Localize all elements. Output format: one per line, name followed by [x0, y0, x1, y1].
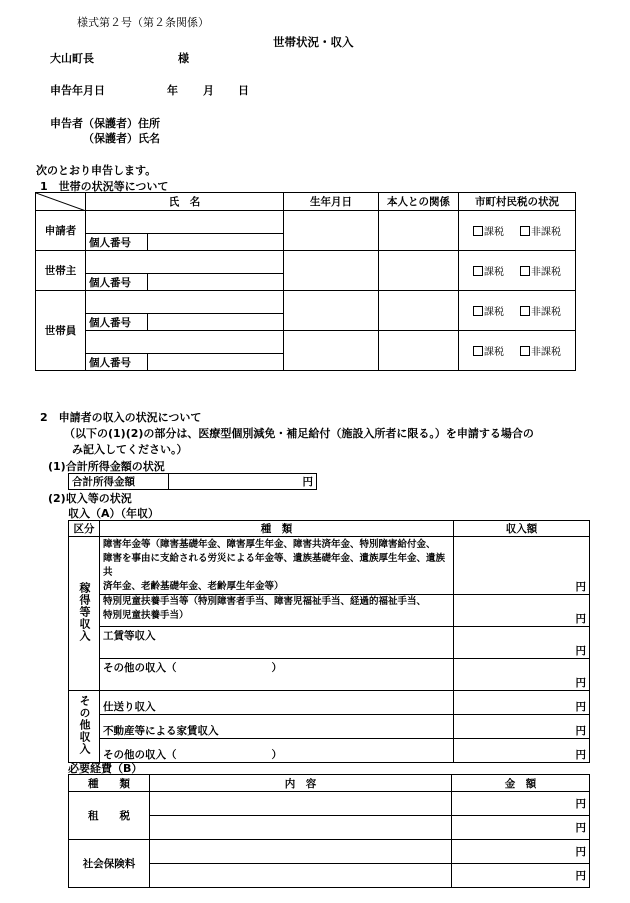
date-label: 申告年月日 [50, 84, 105, 97]
pension-type [100, 537, 454, 595]
child-allowance-line2: 特別児童扶養手当） [103, 610, 189, 621]
head-tax-status [459, 251, 576, 291]
child-allowance-amount-field[interactable] [454, 595, 590, 627]
member2-relation-field[interactable] [379, 331, 459, 371]
head-relation-field[interactable] [379, 251, 459, 291]
untaxed-checkbox[interactable] [520, 346, 530, 356]
income-table [68, 520, 590, 763]
pension-line2: 障害を事由に支給される労災による年金等、遺族基礎年金、遺族厚生年金、遺族共 [103, 553, 446, 578]
section1-heading: 1 世帯の状況等について [40, 180, 169, 193]
wages-type: 工賃等収入 [100, 627, 454, 659]
yen-unit: 円 [575, 822, 586, 834]
untaxed-label: 非課税 [530, 227, 561, 238]
date-year-unit: 年 [167, 84, 178, 97]
personal-number-label: 個人番号 [86, 314, 148, 331]
pension-line1: 障害年金等（障害基礎年金、障害厚生年金、障害共済年金、特別障害給付金、 [103, 539, 436, 550]
diagonal-line [36, 193, 85, 211]
applicant-birth-field[interactable] [284, 211, 379, 251]
sub2-heading: (2)収入等の状況 [48, 492, 132, 505]
form-number: 様式第２号（第２条関係） [77, 16, 209, 29]
header-diagonal-cell [36, 193, 86, 211]
child-allowance-line1: 特別児童扶養手当等（特別障害者手当、障害児福祉手当、経過的福祉手当、 [103, 596, 427, 607]
personal-number-label: 個人番号 [86, 234, 148, 251]
other-income-amount-field[interactable] [454, 739, 590, 763]
section2-heading: 2 申請者の収入の状況について [40, 411, 202, 424]
header-amount: 収入額 [454, 521, 590, 537]
applicant-personal-number-field[interactable] [148, 234, 284, 251]
declarant-address-label: （保護者）住所 [83, 117, 160, 130]
exp-header-type: 種 類 [69, 775, 150, 792]
other-income-label: その他収入 [78, 695, 91, 755]
page-title: 世帯状況・収入 [273, 35, 354, 49]
taxed-label: 課税 [484, 307, 505, 318]
expenses-b-heading: 必要経費（B） [68, 762, 143, 775]
member2-tax-status [459, 331, 576, 371]
member1-name-field[interactable] [86, 291, 284, 314]
taxed-checkbox[interactable] [473, 226, 483, 236]
taxed-label: 課税 [484, 227, 505, 238]
untaxed-checkbox[interactable] [520, 226, 530, 236]
total-income-label: 合計所得金額 [69, 474, 169, 490]
tax-content-field-2[interactable] [150, 816, 452, 840]
declarant-name-label: （保護者）氏名 [83, 132, 160, 145]
personal-number-label: 個人番号 [86, 354, 148, 371]
sub1-heading: (1)合計所得金額の状況 [48, 460, 165, 473]
member1-relation-field[interactable] [379, 291, 459, 331]
total-income-table [68, 473, 317, 490]
section2-note-line1: （以下の(1)(2)の部分は、医療型個別減免・補足給付（施設入所者に限る。）を申請する場合の [64, 427, 534, 440]
untaxed-label: 非課税 [530, 267, 561, 278]
date-month-unit: 月 [203, 84, 214, 97]
other-earned-type [100, 659, 454, 691]
header-name: 氏 名 [86, 193, 284, 211]
tax-amount-field-2[interactable] [452, 816, 590, 840]
member2-name-field[interactable] [86, 331, 284, 354]
taxed-checkbox[interactable] [473, 266, 483, 276]
wages-amount-field[interactable] [454, 627, 590, 659]
taxed-checkbox[interactable] [473, 306, 483, 316]
other-earned-label: その他の収入（ [103, 662, 177, 674]
untaxed-label: 非課税 [530, 347, 561, 358]
child-allowance-type [100, 595, 454, 627]
yen-unit: 円 [575, 613, 586, 625]
yen-unit: 円 [575, 870, 586, 882]
untaxed-checkbox[interactable] [520, 306, 530, 316]
pension-line3: 済年金、老齢基礎年金、老齢厚生年金等） [103, 581, 284, 592]
untaxed-checkbox[interactable] [520, 266, 530, 276]
header-category: 区分 [69, 521, 100, 537]
head-name-field[interactable] [86, 251, 284, 274]
earned-income-category [69, 537, 100, 691]
yen-unit: 円 [575, 701, 586, 713]
insurance-content-field-1[interactable] [150, 840, 452, 864]
member1-birth-field[interactable] [284, 291, 379, 331]
intro-text: 次のとおり申告します。 [36, 164, 157, 177]
untaxed-label: 非課税 [530, 307, 561, 318]
household-table [35, 192, 576, 371]
exp-row-insurance: 社会保険料 [69, 840, 150, 888]
row-label-head: 世帯主 [36, 251, 86, 291]
yen-unit: 円 [575, 846, 586, 858]
insurance-content-field-2[interactable] [150, 864, 452, 888]
exp-row-tax: 租 税 [69, 792, 150, 840]
yen-unit: 円 [575, 581, 586, 593]
taxed-label: 課税 [484, 347, 505, 358]
header-tax: 市町村民税の状況 [459, 193, 576, 211]
other-income-type [100, 739, 454, 763]
expenses-table [68, 774, 590, 888]
total-income-field[interactable] [169, 474, 317, 490]
header-type: 種 類 [100, 521, 454, 537]
remittance-amount-field[interactable] [454, 691, 590, 715]
header-relation: 本人との関係 [379, 193, 459, 211]
header-birth: 生年月日 [284, 193, 379, 211]
personal-number-label: 個人番号 [86, 274, 148, 291]
other-income-category [69, 691, 100, 763]
rent-type: 不動産等による家賃収入 [100, 715, 454, 739]
head-personal-number-field[interactable] [148, 274, 284, 291]
tax-content-field-1[interactable] [150, 792, 452, 816]
pension-amount-field[interactable] [454, 537, 590, 595]
yen-unit: 円 [302, 476, 313, 488]
section2-note-line2: み記入してください。） [72, 443, 188, 456]
earned-income-label: 稼得等収入 [78, 582, 91, 642]
tax-amount-field-1[interactable] [452, 792, 590, 816]
yen-unit: 円 [575, 725, 586, 737]
member2-personal-number-field[interactable] [148, 354, 284, 371]
member1-personal-number-field[interactable] [148, 314, 284, 331]
member1-tax-status [459, 291, 576, 331]
yen-unit: 円 [575, 677, 586, 689]
declarant-prefix: 申告者 [50, 117, 83, 130]
member2-birth-field[interactable] [284, 331, 379, 371]
head-birth-field[interactable] [284, 251, 379, 291]
addressee-name: 大山町長 [50, 52, 94, 65]
date-day-unit: 日 [238, 84, 249, 97]
addressee-honorific: 様 [178, 52, 189, 65]
income-a-heading: 収入（A）（年収） [68, 507, 160, 520]
insurance-amount-field-1[interactable] [452, 840, 590, 864]
taxed-label: 課税 [484, 267, 505, 278]
applicant-relation-field[interactable] [379, 211, 459, 251]
rent-amount-field[interactable] [454, 715, 590, 739]
exp-header-content: 内 容 [150, 775, 452, 792]
applicant-name-field[interactable] [86, 211, 284, 234]
paren-close: ） [271, 749, 282, 761]
yen-unit: 円 [575, 645, 586, 657]
other-income-item-label: その他の収入（ [103, 749, 177, 761]
row-label-applicant: 申請者 [36, 211, 86, 251]
row-label-member: 世帯員 [36, 291, 86, 371]
taxed-checkbox[interactable] [473, 346, 483, 356]
insurance-amount-field-2[interactable] [452, 864, 590, 888]
paren-close: ） [271, 662, 282, 674]
exp-header-amount: 金 額 [452, 775, 590, 792]
yen-unit: 円 [575, 749, 586, 761]
other-earned-amount-field[interactable] [454, 659, 590, 691]
applicant-tax-status [459, 211, 576, 251]
remittance-type: 仕送り収入 [100, 691, 454, 715]
yen-unit: 円 [575, 798, 586, 810]
